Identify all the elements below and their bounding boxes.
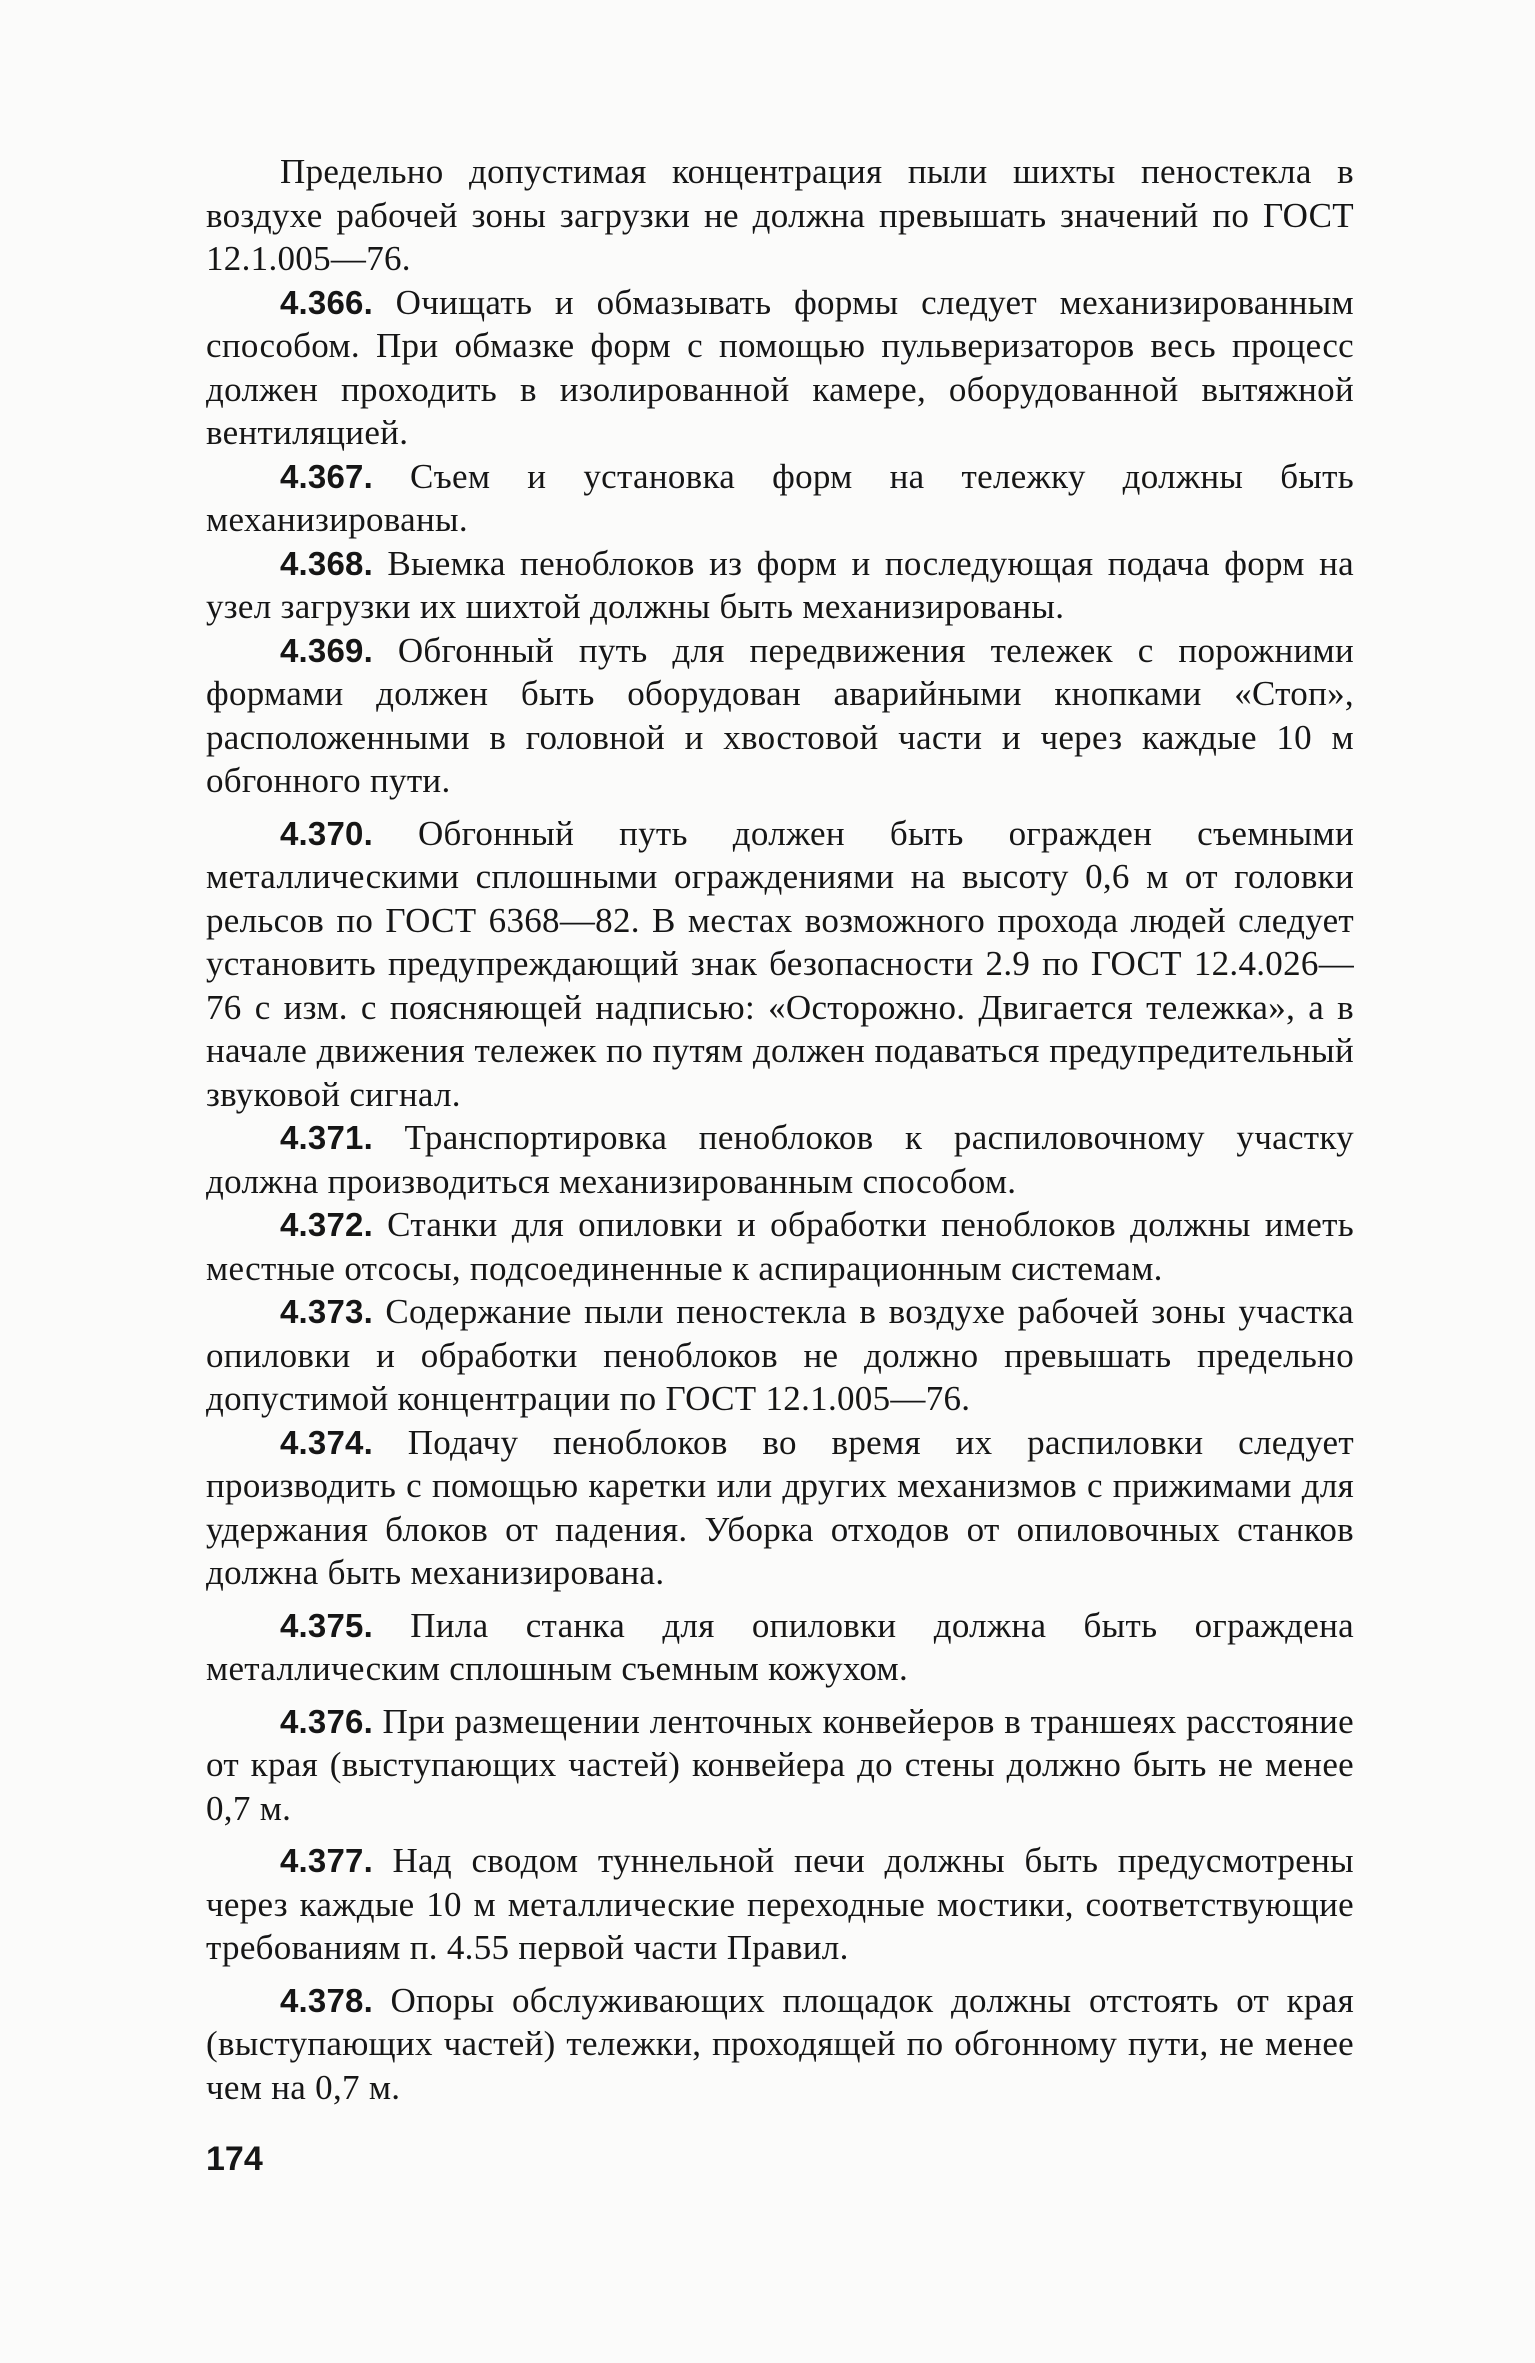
clause-text: Над сводом туннельной печи должны быть предусмотрены через каждые 10 м металлические переходные мостики, соответствующие требованиям п. 4.55 первой части Правил. [206, 1841, 1354, 1967]
clause-number: 4.369. [280, 631, 373, 669]
clause-4-375 [206, 1604, 1354, 1691]
clause-text: Съем и установка форм на тележку должны быть механизированы. [206, 456, 1354, 539]
clause-4-369 [206, 629, 1354, 803]
body-text [206, 150, 1354, 2109]
clause-4-376 [206, 1700, 1354, 1831]
clause-text: Пила станка для опиловки должна быть ограждена металлическим сплошным съемным кожухом. [206, 1605, 1354, 1688]
clause-text: Опоры обслуживающих площадок должны отстоять от края (выступающих частей) тележки, проходящей по обгонному пути, не менее чем на 0,7 м. [206, 1980, 1354, 2107]
intro-paragraph: Предельно допустимая концентрация пыли шихты пеностекла в воздухе рабочей зоны загрузки не должна превышать значений по ГОСТ 12.1.005—76. [206, 152, 1354, 278]
clause-4-366 [206, 281, 1354, 455]
clause-number: 4.371. [280, 1119, 373, 1156]
clause-number: 4.373. [280, 1293, 373, 1330]
clause-text: Обгонный путь должен быть огражден съемными металлическими сплошными ограждениями на высоту 0,6 м от головки рельсов по ГОСТ 6368—82. В местах возможного прохода людей следует установить предупреждающий знак безопасности 2.9 по ГОСТ 12.4.026—76 с изм. с поясняющей надписью: «Осторожно. Двигается тележка», а в начале движения тележек по путям должен подаваться предупредительный звуковой сигнал. [206, 813, 1354, 1114]
clause-number: 4.368. [280, 544, 373, 582]
clause-4-370 [206, 812, 1354, 1117]
clause-number: 4.378. [280, 1981, 373, 2019]
clause-4-378 [206, 1979, 1354, 2110]
clause-number: 4.377. [280, 1842, 373, 1879]
clause-number: 4.366. [280, 283, 373, 321]
clause-4-374 [206, 1421, 1354, 1595]
clause-number: 4.374. [280, 1423, 373, 1461]
clause-4-372 [206, 1203, 1354, 1290]
clause-number: 4.376. [280, 1702, 373, 1740]
clause-text: Содержание пыли пеностекла в воздухе рабочей зоны участка опиловки и обработки пеноблоков не должно превышать предельно допустимой концентрации по ГОСТ 12.1.005—76. [206, 1292, 1354, 1418]
clause-text: Обгонный путь для передвижения тележек с порожними формами должен быть оборудован аварийными кнопками «Стоп», расположенными в головной и хвостовой части и через каждые 10 м обгонного пути. [206, 630, 1354, 800]
clause-number: 4.370. [280, 814, 373, 852]
clause-text: Станки для опиловки и обработки пеноблоков должны иметь местные отсосы, подсоединенные к аспирационным системам. [206, 1205, 1354, 1288]
clause-text: Транспортировка пеноблоков к распиловочному участку должна производиться механизированным способом. [206, 1118, 1354, 1201]
clause-number: 4.375. [280, 1606, 373, 1644]
clause-number: 4.372. [280, 1206, 373, 1243]
clause-number: 4.367. [280, 457, 373, 495]
clause-text: Выемка пеноблоков из форм и последующая подача форм на узел загрузки их шихтой должны быть механизированы. [206, 543, 1354, 626]
clause-4-368 [206, 542, 1354, 629]
clause-text: Подачу пеноблоков во время их распиловки следует производить с помощью каретки или других механизмов с прижимами для удержания блоков от падения. Уборка отходов от опиловочных станков должна быть механизирована. [206, 1422, 1354, 1592]
clause-4-377 [206, 1839, 1354, 1970]
clause-text: При размещении ленточных конвейеров в траншеях расстояние от края (выступающих частей) конвейера до стены должно быть не менее 0,7 м. [206, 1701, 1354, 1828]
clause-text: Очищать и обмазывать формы следует механизированным способом. При обмазке форм с помощью пульверизаторов весь процесс должен проходить в изолированной камере, оборудованной вытяжной вентиляцией. [206, 282, 1354, 452]
clause-4-373 [206, 1290, 1354, 1421]
clause-4-371 [206, 1116, 1354, 1203]
page-number: 174 [206, 2140, 263, 2178]
clause-4-367 [206, 455, 1354, 542]
